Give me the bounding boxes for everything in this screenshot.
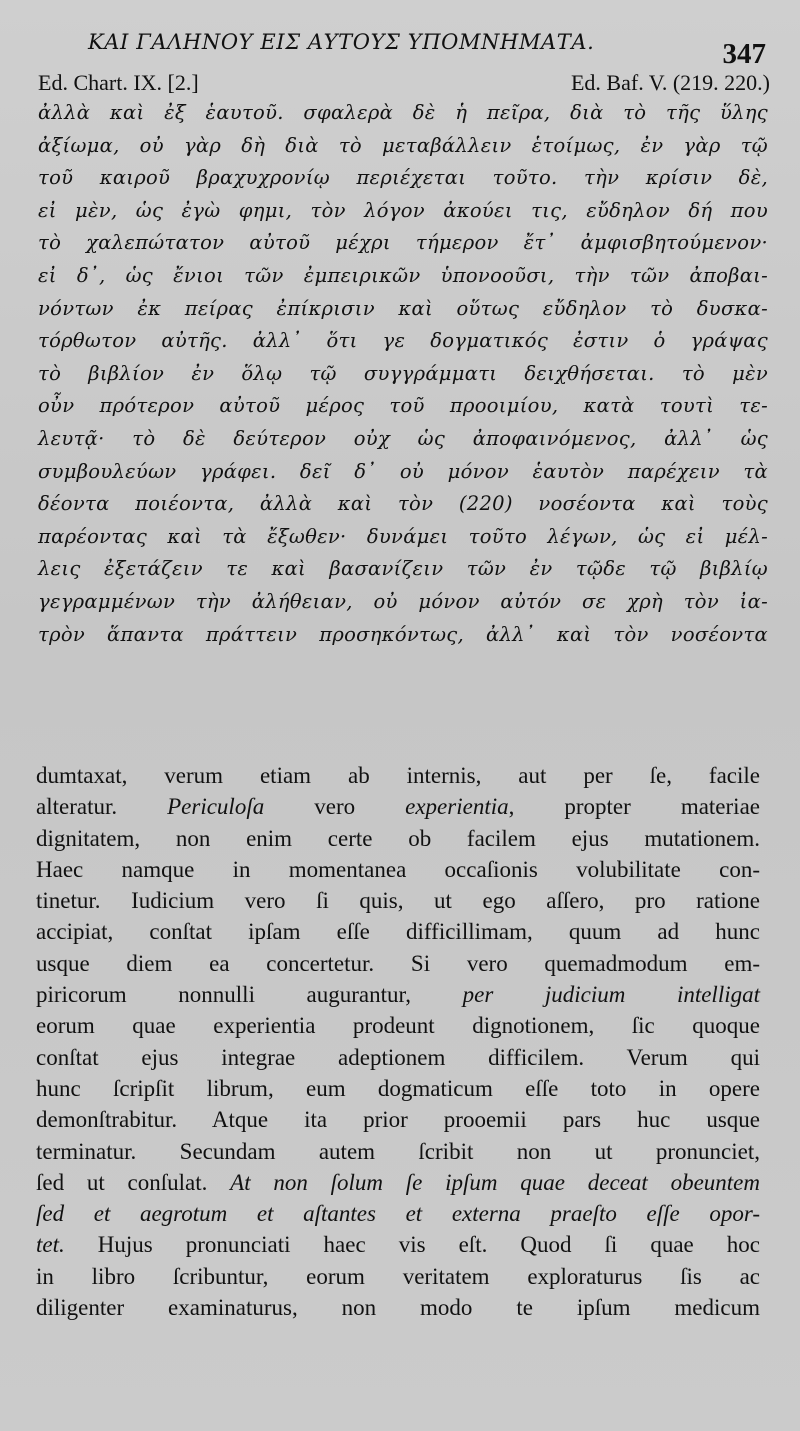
latin-roman-segment: usque diem ea concertetur. Si vero quemadmodum em- (36, 950, 760, 976)
greek-text-line: συμβουλεύων γράφει. δεῖ δ᾽ οὐ μόνον ἑαυτὸν παρέχειν τὰ (38, 459, 768, 483)
latin-text-line (36, 1104, 760, 1135)
latin-roman-segment: demonſtrabitur. Atque ita prior prooemii pars huc usque (36, 1107, 760, 1133)
latin-text-line (36, 948, 760, 979)
greek-text-block (38, 97, 768, 651)
running-header (0, 30, 800, 70)
latin-roman-segment: conſtat ejus integrae adeptionem difficilem. Verum qui (36, 1044, 760, 1070)
latin-italic-segment: experientia (405, 794, 509, 820)
latin-roman-segment: dumtaxat, verum etiam ab internis, aut per ſe, facile (36, 763, 760, 788)
greek-text-line: ἀξίωμα, οὐ γὰρ δὴ διὰ τὸ μεταβάλλειν ἑτοίμως, ἐν γὰρ τῷ (38, 133, 768, 157)
greek-text-line: τόρθωτον αὐτῆς. ἀλλ᾽ ὅτι γε δογματικός ἐστιν ὁ γράψας (38, 329, 768, 353)
latin-roman-segment: alteratur. (36, 794, 168, 820)
latin-text-line (36, 791, 760, 822)
latin-italic-segment: per judicium intelligat (462, 982, 760, 1008)
latin-text-line (36, 1042, 760, 1073)
edition-basel-reference: Ed. Baf. V. (219. 220.) (570, 70, 770, 95)
latin-roman-segment: hunc ſcripſit librum, eum dogmaticum eſſe toto in opere (36, 1075, 760, 1101)
latin-italic-segment: Periculoſa (167, 794, 265, 820)
edition-chart-reference: Ed. Chart. IX. [2.] (38, 70, 199, 95)
latin-italic-segment: ſed et aegrotum et aſtantes et externa praeſto eſſe opor- (36, 1201, 760, 1227)
latin-text-line (36, 1229, 760, 1260)
latin-text-line (36, 1167, 760, 1198)
latin-roman-segment: accipiat, conſtat ipſam eſſe difficillimam, quum ad hunc (36, 919, 760, 945)
latin-text-line (36, 1292, 760, 1323)
latin-roman-segment: ſed ut conſulat. (36, 1169, 231, 1195)
greek-text-line: τὸ βιβλίον ἐν ὅλῳ τῷ συγγράμματι δειχθήσεται. τὸ μὲν (38, 361, 768, 385)
latin-text-line (36, 1073, 760, 1104)
greek-text-line: τὸ χαλεπώτατον αὐτοῦ μέχρι τήμερον ἔτ᾽ ἀμφισβητούμενον· (38, 231, 768, 255)
latin-text-line (36, 916, 760, 947)
latin-roman-segment: diligenter examinaturus, non modo te ipſum medicum (36, 1295, 760, 1321)
greek-text-line: παρέοντας καὶ τὰ ἔξωθεν· δυνάμει τοῦτο λέγων, ὡς εἰ μέλ- (38, 524, 768, 548)
latin-roman-segment: dignitatem, non enim certe ob facilem ejus mutationem. (36, 825, 760, 851)
latin-roman-segment: eorum quae experientia prodeunt dignotionem, ſic quoque (36, 1013, 760, 1039)
latin-roman-segment: terminatur. Secundam autem ſcribit non ut pronunciet, (36, 1138, 760, 1164)
greek-text-line: τρὸν ἅπαντα πράττειν προσηκόντως, ἀλλ᾽ καὶ τὸν νοσέοντα (38, 622, 768, 646)
latin-italic-segment: tet. (36, 1232, 65, 1258)
greek-text-line: ἀλλὰ καὶ ἐξ ἑαυτοῦ. σφαλερὰ δὲ ἡ πεῖρα, διὰ τὸ τῆς ὕλης (38, 101, 768, 124)
latin-text-line (36, 1198, 760, 1229)
latin-text-line (36, 885, 760, 916)
latin-text-line (36, 1010, 760, 1041)
latin-roman-segment: , propter materiae (508, 794, 760, 820)
greek-text-line: γεγραμμένων τὴν ἀλήθειαν, οὐ μόνον αὐτόν σε χρὴ τὸν ἰα- (38, 589, 768, 613)
greek-text-line: οὖν πρότερον αὐτοῦ μέρος τοῦ προοιμίου, κατὰ τουτὶ τε- (38, 394, 768, 418)
edition-reference-line (38, 70, 770, 100)
latin-text-line (36, 1261, 760, 1292)
latin-roman-segment: vero (264, 794, 406, 820)
latin-text-line (36, 823, 760, 854)
latin-roman-segment: in libro ſcribuntur, eorum veritatem exploraturus ſis ac (36, 1263, 760, 1289)
latin-roman-segment: Haec namque in momentanea occaſionis volubilitate con- (36, 856, 760, 882)
latin-text-block (36, 760, 760, 1323)
latin-roman-segment: Hujus pronunciati haec vis eſt. Quod ſi quae hoc (64, 1232, 760, 1258)
greek-text-line: τοῦ καιροῦ βραχυχρονίῳ περιέχεται τοῦτο. τὴν κρίσιν δὲ, (38, 166, 768, 190)
greek-text-line: λευτᾷ· τὸ δὲ δεύτερον οὐχ ὡς ἀποφαινόμενος, ἀλλ᾽ ὡς (38, 426, 768, 450)
greek-text-line: λεις ἐξετάζειν τε καὶ βασανίζειν τῶν ἐν τῷδε τῷ βιβλίῳ (38, 557, 768, 581)
greek-text-line: εἰ δ᾽, ὡς ἔνιοι τῶν ἐμπειρικῶν ὑπονοοῦσι, τὴν τῶν ἀποβαι- (38, 263, 768, 287)
latin-text-line (36, 1136, 760, 1167)
greek-text-line: δέοντα ποιέοντα, ἀλλὰ καὶ τὸν (220) νοσέοντα καὶ τοὺς (38, 492, 768, 516)
latin-text-line (36, 760, 760, 791)
latin-roman-segment: tinetur. Iudicium vero ſi quis, ut ego aſſero, pro ratione (36, 888, 760, 914)
latin-roman-segment: piricorum nonnulli augurantur, (36, 982, 463, 1008)
latin-text-line (36, 979, 760, 1010)
latin-italic-segment: At non ſolum ſe ipſum quae deceat obeuntem (230, 1169, 760, 1195)
greek-text-line: νόντων ἐκ πείρας ἐπίκρισιν καὶ οὕτως εὔδηλον τὸ δυσκα- (38, 296, 768, 320)
running-title: ΚΑΙ ΓΑΛΗΝΟΥ ΕΙΣ ΑΥΤΟΥΣ ΥΠΟΜΝΗΜΑΤΑ. (88, 30, 595, 54)
page-number: 347 (722, 38, 766, 70)
latin-text-line (36, 854, 760, 885)
greek-text-line: εἰ μὲν, ὡς ἐγὼ φημι, τὸν λόγον ἀκούει τις, εὔδηλον δή που (38, 198, 768, 222)
